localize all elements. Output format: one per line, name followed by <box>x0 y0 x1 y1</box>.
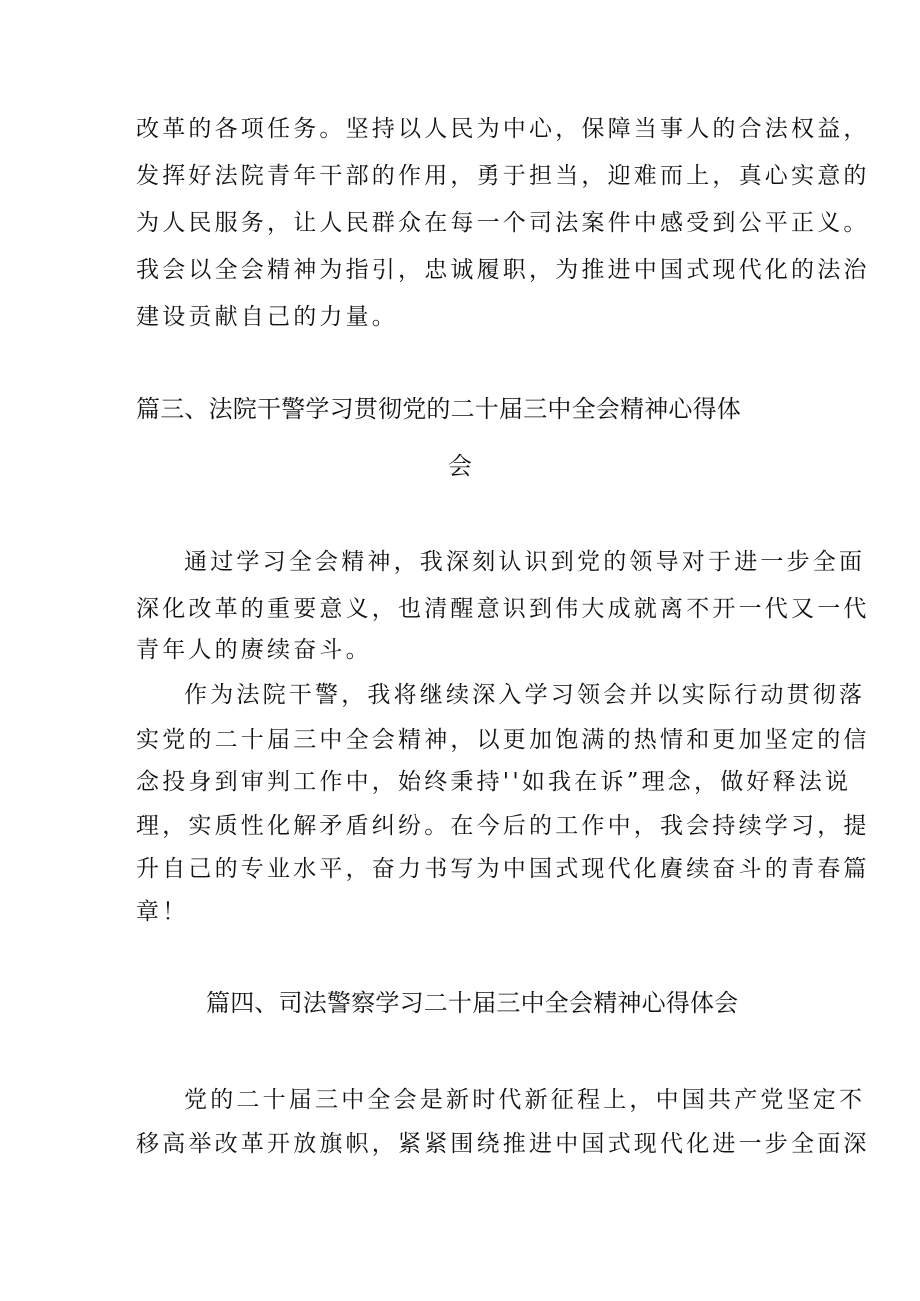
body-text-line: 发挥好法院青年干部的作用，勇于担当，迎难而上，真心实意的 <box>136 163 870 189</box>
body-text-line: 青年人的赓续奋斗。 <box>136 637 372 663</box>
section-heading-continuation: 会 <box>448 452 473 480</box>
body-text-line: 改革的各项任务。坚持以人民为中心，保障当事人的合法权益， <box>136 116 870 142</box>
body-text-line: 实党的二十届三中全会精神，以更加饱满的热情和更加坚定的信 <box>136 727 870 753</box>
body-text-line: 念投身到审判工作中，始终秉持''如我在诉”理念，做好释法说 <box>136 769 852 795</box>
body-text-line: 理，实质性化解矛盾纠纷。在今后的工作中，我会持续学习，提 <box>136 813 870 839</box>
body-text-line: 升自己的专业水平，奋力书写为中国式现代化賡续奋斗的青春篇 <box>136 856 870 882</box>
body-text-line: 我会以全会精神为指引，忠诚履职，为推进中国式现代化的法治 <box>136 257 870 283</box>
section-heading: 篇三、法院干警学习贯彻党的二十届三中全会精神心得体 <box>136 395 741 423</box>
body-text-line: 党的二十届三中全会是新时代新征程上，中国共产党坚定不 <box>184 1087 866 1113</box>
body-text-line: 通过学习全会精神，我深刻认识到党的领导对于进一步全面 <box>184 549 866 575</box>
body-text-line: 深化改革的重要意义，也清醒意识到伟大成就离不开一代又一代 <box>136 596 870 622</box>
body-text-line: 作为法院干警，我将继续深入学习领会并以实际行动贯彻落 <box>184 682 866 708</box>
body-text-line: 移高举改革开放旗帜，紧紧围绕推进中国式现代化进一步全面深 <box>136 1131 870 1157</box>
body-text-line: 建设贡献自己的力量。 <box>136 304 398 330</box>
section-heading: 篇四、司法警察学习二十届三中全会精神心得体会 <box>206 989 739 1017</box>
body-text-line: 章！ <box>136 899 189 925</box>
body-text-line: 为人民服务，让人民群众在每一个司法案件中感受到公平正义。 <box>136 210 870 236</box>
